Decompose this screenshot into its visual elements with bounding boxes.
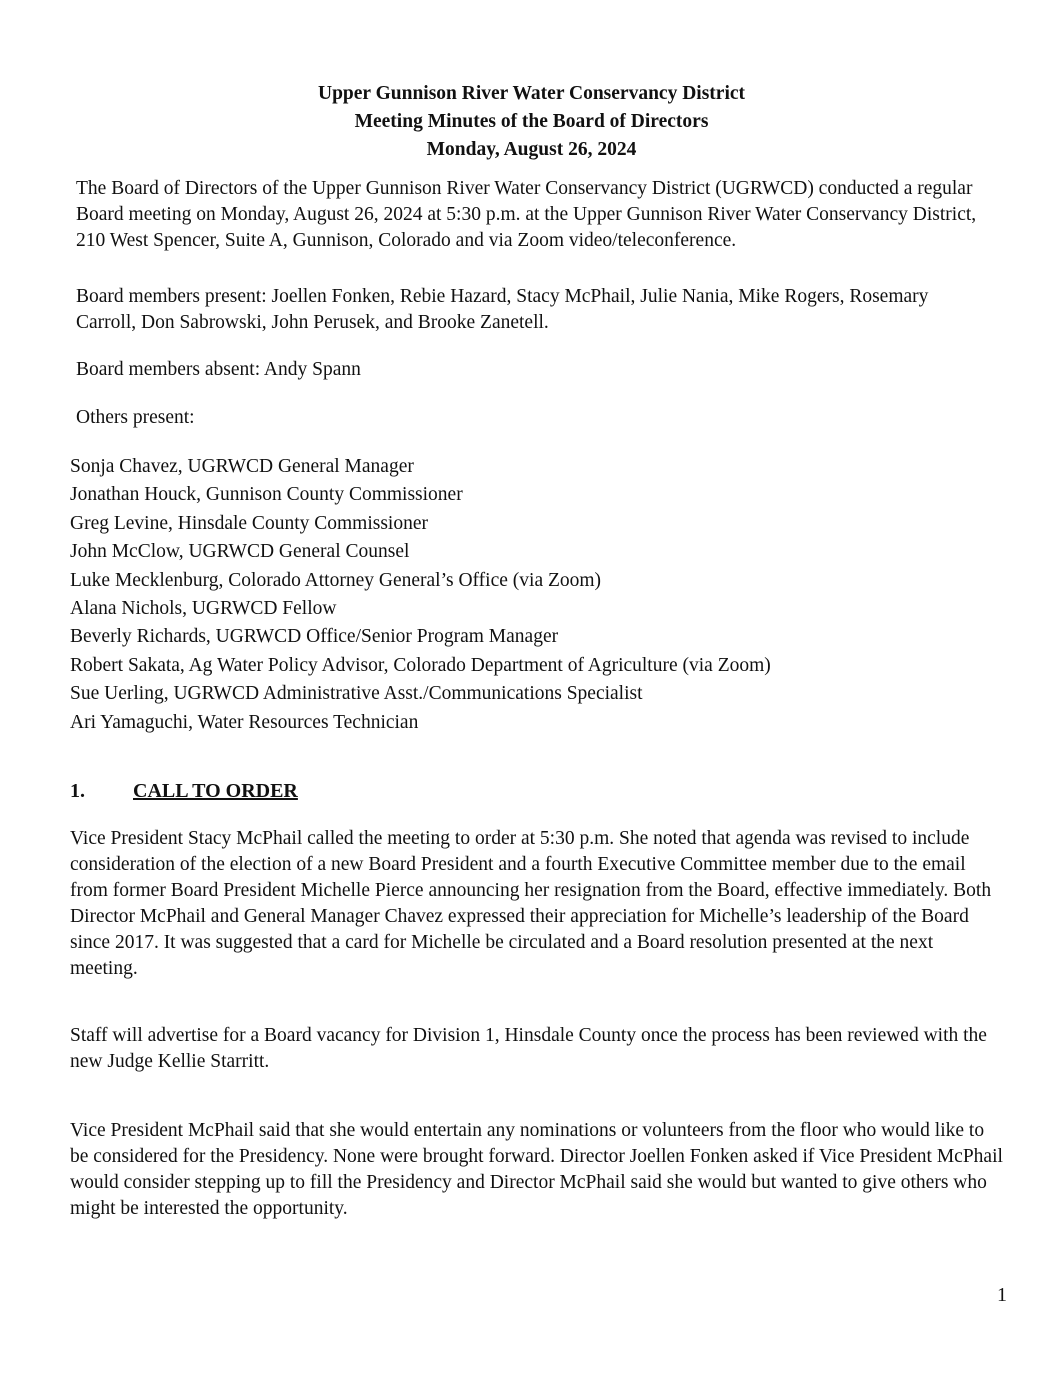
list-item: Jonathan Houck, Gunnison County Commissioner: [70, 484, 463, 506]
organization-title: Upper Gunnison River Water Conservancy District: [317, 83, 746, 104]
attendee-list: [70, 453, 970, 737]
list-item: Robert Sakata, Ag Water Policy Advisor, Colorado Department of Agriculture (via Zoom): [70, 654, 771, 676]
section-paragraph: Vice President Stacy McPhail called the meeting to order at 5:30 p.m. She noted that agenda was revised to include consideration of the election of a new Board President and a fourth Executive Committee member due to the email from former Board President Michelle Pierce announcing her resignation from the Board, effective immediately. Both Director McPhail and General Manager Chavez expressed their appreciation for Michelle’s leadership of the Board since 2017. It was suggested that a card for Michelle be circulated and a Board resolution presented at the next meeting.: [70, 828, 992, 979]
section-title: CALL TO ORDER: [133, 780, 298, 802]
list-item: Sonja Chavez, UGRWCD General Manager: [70, 456, 414, 477]
others-present-label: Others present:: [76, 407, 195, 428]
board-members-absent: Board members absent: Andy Spann: [76, 359, 361, 380]
section-heading-call-to-order: [70, 778, 298, 804]
page-number: 1: [997, 1284, 1007, 1306]
list-item: Beverly Richards, UGRWCD Office/Senior Program Manager: [70, 626, 559, 648]
document-header: [0, 80, 1063, 164]
board-members-present: Board members present: Joellen Fonken, Rebie Hazard, Stacy McPhail, Julie Nania, Mike Rogers, Rosemary Carroll, Don Sabrowski, John Perusek, and Brooke Zanetell.: [76, 286, 929, 333]
section-number: 1.: [70, 780, 85, 802]
meeting-date: Monday, August 26, 2024: [426, 139, 637, 160]
document-title: Meeting Minutes of the Board of Directors: [354, 111, 709, 132]
list-item: John McClow, UGRWCD General Counsel: [70, 541, 410, 563]
list-item: Sue Uerling, UGRWCD Administrative Asst./Communications Specialist: [70, 683, 643, 705]
list-item: Ari Yamaguchi, Water Resources Technician: [70, 711, 419, 733]
list-item: Alana Nichols, UGRWCD Fellow: [70, 598, 337, 620]
section-paragraph: Vice President McPhail said that she would entertain any nominations or volunteers from the floor who would like to be considered for the Presidency. None were brought forward. Director Joellen Fonken asked if Vice President McPhail would consider stepping up to fill the Presidency and Director McPhail said she would but wanted to give others who might be interested the opportunity.: [70, 1120, 1003, 1219]
list-item: Greg Levine, Hinsdale County Commissioner: [70, 512, 428, 534]
section-paragraph: Staff will advertise for a Board vacancy for Division 1, Hinsdale County once the process has been reviewed with the new Judge Kellie Starritt.: [70, 1025, 987, 1072]
intro-paragraph: The Board of Directors of the Upper Gunnison River Water Conservancy District (UGRWCD) conducted a regular Board meeting on Monday, August 26, 2024 at 5:30 p.m. at the Upper Gunnison River Water Conservancy District, 210 West Spencer, Suite A, Gunnison, Colorado and via Zoom video/teleconference.: [76, 178, 977, 251]
list-item: Luke Mecklenburg, Colorado Attorney General’s Office (via Zoom): [70, 569, 602, 591]
